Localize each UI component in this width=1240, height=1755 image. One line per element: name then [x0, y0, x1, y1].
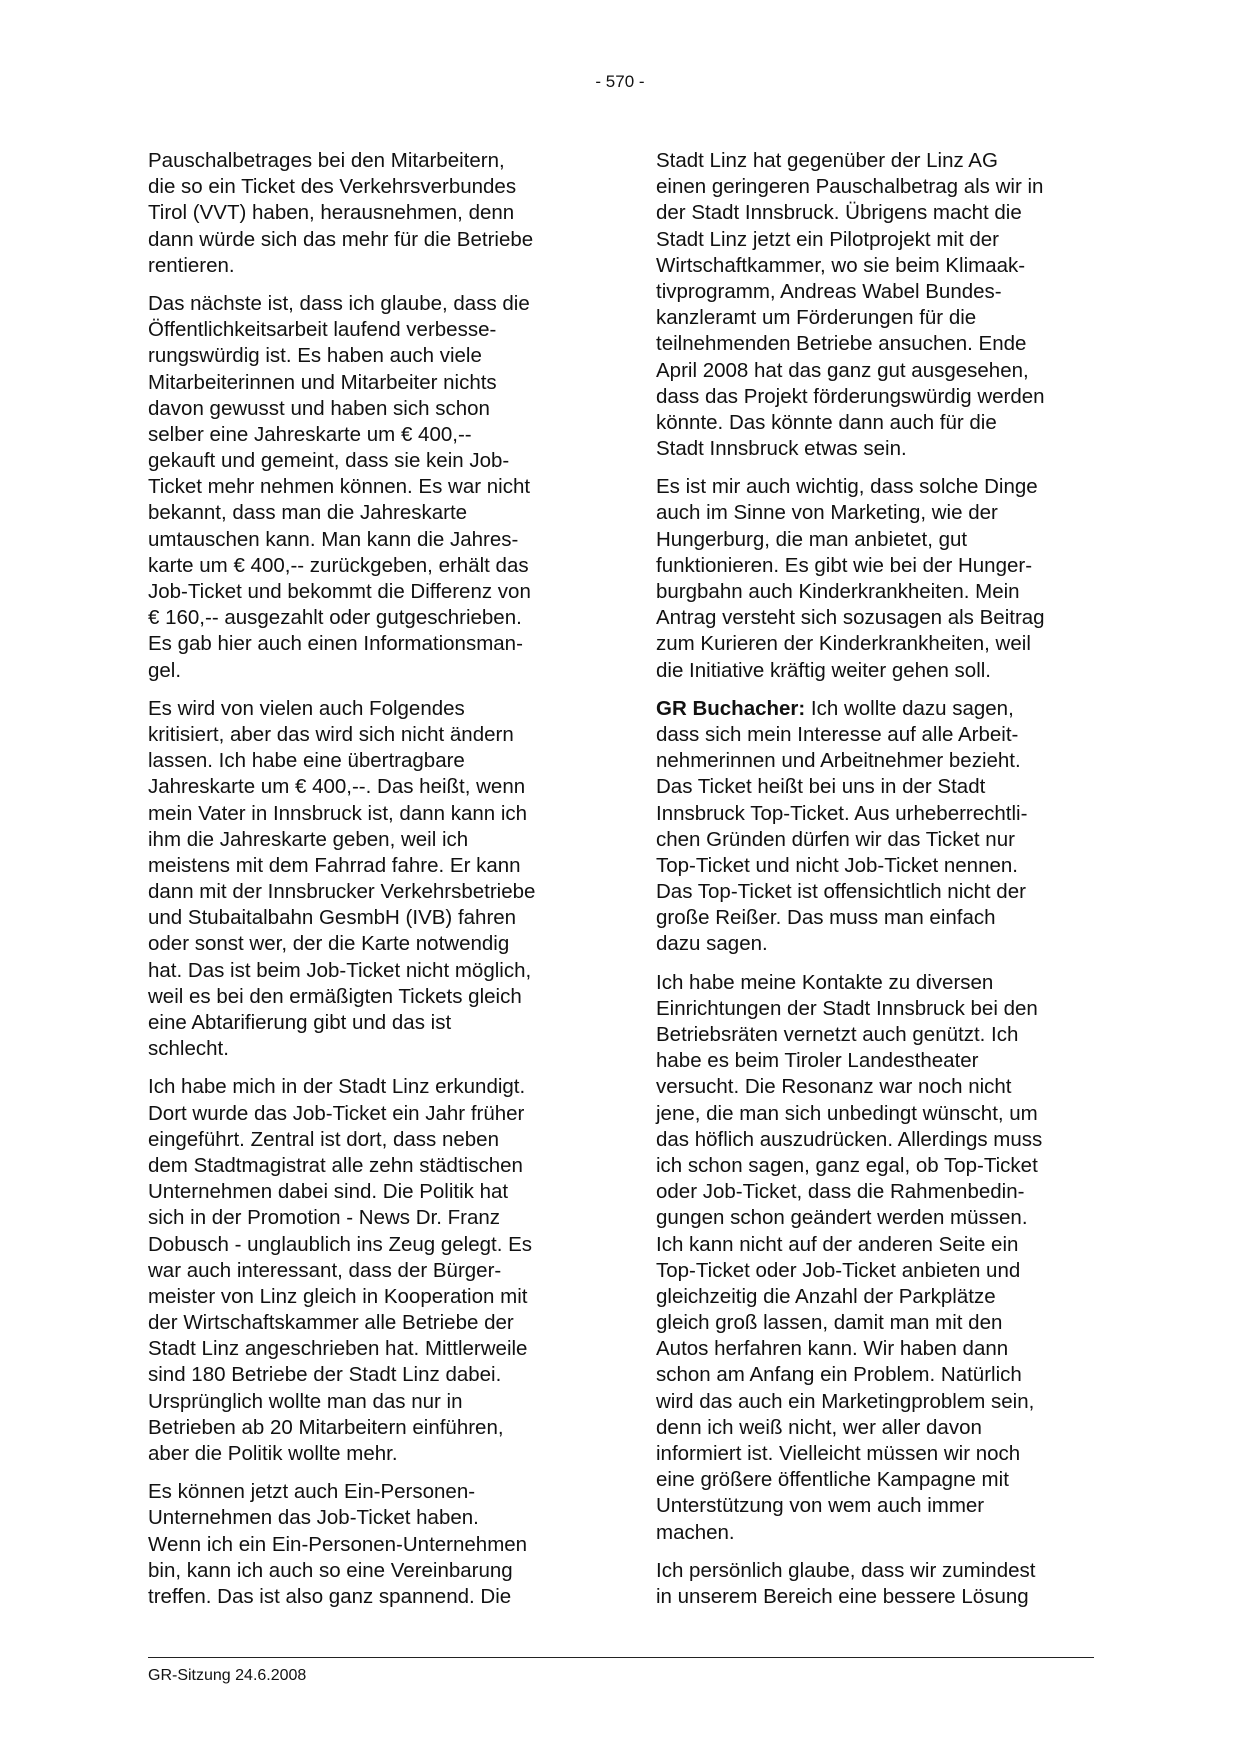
text-line: dass das Projekt förderungswürdig werden [656, 384, 1045, 408]
text-line: der Stadt Innsbruck. Übrigens macht die [656, 201, 1022, 225]
text-line: selber eine Jahreskarte um € 400,-- [148, 422, 472, 446]
paragraph [148, 1074, 588, 1467]
text-line: meister von Linz gleich in Kooperation mit [148, 1284, 528, 1308]
text-line: chen Gründen dürfen wir das Ticket nur [656, 827, 1015, 851]
text-line: gel. [148, 658, 182, 682]
text-line: Es können jetzt auch Ein-Personen- [148, 1480, 476, 1504]
paragraph [656, 696, 1096, 958]
text-line: rentieren. [148, 253, 235, 277]
text-line: funktionieren. Es gibt wie bei der Hunger- [656, 553, 1033, 577]
text-line: Ticket mehr nehmen können. Es war nicht [148, 475, 531, 499]
text-line: denn ich weiß nicht, wer aller davon [656, 1415, 982, 1439]
text-line: gleich groß lassen, damit man mit den [656, 1311, 1003, 1335]
text-line: Stadt Linz hat gegenüber der Linz AG [656, 149, 998, 172]
text-line: könnte. Das könnte dann auch für die [656, 410, 997, 434]
text-line: Hungerburg, die man anbietet, gut [656, 527, 968, 551]
text-line: Unternehmen das Job-Ticket haben. [148, 1506, 479, 1530]
text-line: Es gab hier auch einen Informationsman- [148, 632, 523, 656]
text-line: umtauschen kann. Man kann die Jahres- [148, 527, 519, 551]
page-number: - 570 - [595, 72, 645, 91]
text-line: lassen. Ich habe eine übertragbare [148, 749, 465, 773]
text-line: eine größere öffentliche Kampagne mit [656, 1468, 1009, 1492]
text-line: der Wirtschaftskammer alle Betriebe der [148, 1311, 514, 1335]
text-line: mein Vater in Innsbruck ist, dann kann ich [148, 801, 528, 825]
text-line: große Reißer. Das muss man einfach [656, 906, 996, 930]
paragraph [148, 696, 588, 1063]
text-line: Stadt Linz jetzt ein Pilotprojekt mit der [656, 227, 999, 251]
text-line: aber die Politik wollte mehr. [148, 1442, 398, 1465]
text-line: Betriebsräten vernetzt auch genützt. Ich [656, 1023, 1019, 1046]
text-line: Es ist mir auch wichtig, dass solche Dinge [656, 475, 1038, 499]
text-line: Ich kann nicht auf der anderen Seite ein [656, 1232, 1019, 1256]
text-line: dass sich mein Interesse auf alle Arbeit- [656, 722, 1019, 746]
text-line: bekannt, dass man die Jahreskarte [148, 501, 468, 525]
paragraph [148, 148, 588, 279]
text-line: eine Abtarifierung gibt und das ist [148, 1011, 452, 1034]
text-line: Das nächste ist, dass ich glaube, dass die [148, 291, 530, 315]
text-line: rungswürdig ist. Es haben auch viele [148, 344, 482, 368]
text-line: Ich habe mich in der Stadt Linz erkundigt. [148, 1075, 526, 1099]
text-line: tivprogramm, Andreas Wabel Bundes- [656, 279, 1002, 303]
text-line: kanzleramt um Förderungen für die [656, 306, 977, 330]
text-line: oder sonst wer, der die Karte notwendig [148, 932, 510, 956]
text-line: karte um € 400,-- zurückgeben, erhält das [148, 553, 529, 577]
right-column [656, 148, 1096, 1622]
text-line: Innsbruck Top-Ticket. Aus urheberrechtli- [656, 801, 1028, 825]
text-line: dann würde sich das mehr für die Betriebe [148, 227, 534, 251]
paragraph [656, 970, 1096, 1546]
text-line: war auch interessant, dass der Bürger- [148, 1258, 502, 1282]
text-line: eingeführt. Zentral ist dort, dass neben [148, 1127, 499, 1151]
text-line: Unternehmen dabei sind. Die Politik hat [148, 1180, 509, 1204]
text-line: einen geringeren Pauschalbetrag als wir in [656, 175, 1044, 199]
text-line: Es wird von vielen auch Folgendes [148, 696, 465, 720]
text-line: € 160,-- ausgezahlt oder gutgeschrieben. [148, 606, 522, 630]
text-line: Top-Ticket oder Job-Ticket anbieten und [656, 1258, 1021, 1282]
text-line: Mitarbeiterinnen und Mitarbeiter nichts [148, 370, 497, 394]
text-line: bin, kann ich auch so eine Vereinbarung [148, 1558, 513, 1582]
text-line: Unterstützung von wem auch immer [656, 1494, 985, 1518]
text-line: Jahreskarte um € 400,--. Das heißt, wenn [148, 775, 526, 799]
text-line: weil es bei den ermäßigten Tickets gleich [148, 984, 522, 1008]
text-line: schon am Anfang ein Problem. Natürlich [656, 1363, 1022, 1387]
text-line: ihm die Jahreskarte geben, weil ich [148, 827, 469, 851]
text-line: gekauft und gemeint, dass sie kein Job- [148, 449, 510, 473]
text-line: Stadt Innsbruck etwas sein. [656, 437, 907, 461]
text-line: Das Top-Ticket ist offensichtlich nicht der [656, 880, 1026, 904]
text-line: gleichzeitig die Anzahl der Parkplätze [656, 1284, 996, 1308]
text-line: dem Stadtmagistrat alle zehn städtischen [148, 1153, 523, 1177]
text-line: in unserem Bereich eine bessere Lösung [656, 1584, 1029, 1608]
text-line: Dobusch - unglaublich ins Zeug gelegt. Es [148, 1232, 533, 1256]
text-line: Tirol (VVT) haben, herausnehmen, denn [148, 201, 515, 225]
text-line: machen. [656, 1520, 735, 1544]
text-line: die Initiative kräftig weiter gehen soll. [656, 658, 992, 682]
text-line: Ich habe meine Kontakte zu diversen [656, 970, 994, 994]
text-line: Öffentlichkeitsarbeit laufend verbesse- [148, 318, 497, 342]
text-line: dazu sagen. [656, 932, 768, 956]
speaker-name: GR Buchacher: [656, 696, 806, 720]
text-line: schlecht. [148, 1037, 229, 1061]
left-column [148, 148, 588, 1622]
text-line: kritisiert, aber das wird sich nicht ändern [148, 722, 514, 746]
text-line: wird das auch ein Marketingproblem sein, [656, 1389, 1035, 1413]
paragraph [656, 474, 1096, 684]
text-line: meistens mit dem Fahrrad fahre. Er kann [148, 853, 521, 877]
text-line: das höflich auszudrücken. Allerdings muss [656, 1127, 1043, 1151]
text-line: Job-Ticket und bekommt die Differenz von [148, 580, 531, 603]
text-line: Pauschalbetrages bei den Mitarbeitern, [148, 149, 505, 172]
text-line: informiert ist. Vielleicht müssen wir noch [656, 1442, 1021, 1465]
text-line: und Stubaitalbahn GesmbH (IVB) fahren [148, 906, 517, 930]
text-line: nehmerinnen und Arbeitnehmer bezieht. [656, 749, 1021, 773]
paragraph [656, 1558, 1096, 1610]
paragraph [148, 291, 588, 684]
text-line: davon gewusst und haben sich schon [148, 396, 490, 420]
text-line: jene, die man sich unbedingt wünscht, um [656, 1101, 1038, 1125]
paragraph [656, 148, 1096, 462]
text-line: Autos herfahren kann. Wir haben dann [656, 1337, 1009, 1361]
text-line: Betrieben ab 20 Mitarbeitern einführen, [148, 1415, 504, 1439]
text-line: sind 180 Betriebe der Stadt Linz dabei. [148, 1363, 502, 1387]
text-line: oder Job-Ticket, dass die Rahmenbedin- [656, 1180, 1025, 1204]
text-line: versucht. Die Resonanz war noch nicht [656, 1075, 1012, 1099]
text-line: ich schon sagen, ganz egal, ob Top-Ticket [656, 1153, 1038, 1177]
text-line: Top-Ticket und nicht Job-Ticket nennen. [656, 853, 1018, 877]
text-line: Einrichtungen der Stadt Innsbruck bei den [656, 996, 1038, 1020]
text-line: April 2008 hat das ganz gut ausgesehen, [656, 358, 1029, 382]
text-line: Wenn ich ein Ein-Personen-Unternehmen [148, 1532, 528, 1556]
text-line: sich in der Promotion - News Dr. Franz [148, 1206, 501, 1230]
text-line: Wirtschaftkammer, wo sie beim Klimaak- [656, 253, 1026, 277]
text-line: teilnehmenden Betriebe ansuchen. Ende [656, 332, 1027, 356]
text-line: burgbahn auch Kinderkrankheiten. Mein [656, 580, 1020, 603]
text-line: hat. Das ist beim Job-Ticket nicht möglich, [148, 958, 532, 982]
text-line: Stadt Linz angeschrieben hat. Mittlerweile [148, 1337, 528, 1361]
text-line: zum Kurieren der Kinderkrankheiten, weil [656, 632, 1031, 656]
text-line: auch im Sinne von Marketing, wie der [656, 501, 998, 525]
text-line [656, 696, 1096, 722]
paragraph [148, 1479, 588, 1610]
text-line: Antrag versteht sich sozusagen als Beitrag [656, 606, 1045, 630]
text-line: gungen schon geändert werden müssen. [656, 1206, 1028, 1230]
text-line: die so ein Ticket des Verkehrsverbundes [148, 175, 517, 199]
text-line: Dort wurde das Job-Ticket ein Jahr früher [148, 1101, 525, 1125]
footer-session-date: GR-Sitzung 24.6.2008 [148, 1667, 307, 1684]
speech-start: Ich wollte dazu sagen, [805, 696, 1014, 720]
text-line: Das Ticket heißt bei uns in der Stadt [656, 775, 986, 799]
text-line: dann mit der Innsbrucker Verkehrsbetriebe [148, 880, 536, 904]
text-line: Ich persönlich glaube, dass wir zumindest [656, 1558, 1036, 1582]
footer-divider [148, 1657, 1094, 1658]
text-line: treffen. Das ist also ganz spannend. Die [148, 1584, 512, 1608]
text-line: Ursprünglich wollte man das nur in [148, 1389, 463, 1413]
text-line: habe es beim Tiroler Landestheater [656, 1049, 979, 1073]
